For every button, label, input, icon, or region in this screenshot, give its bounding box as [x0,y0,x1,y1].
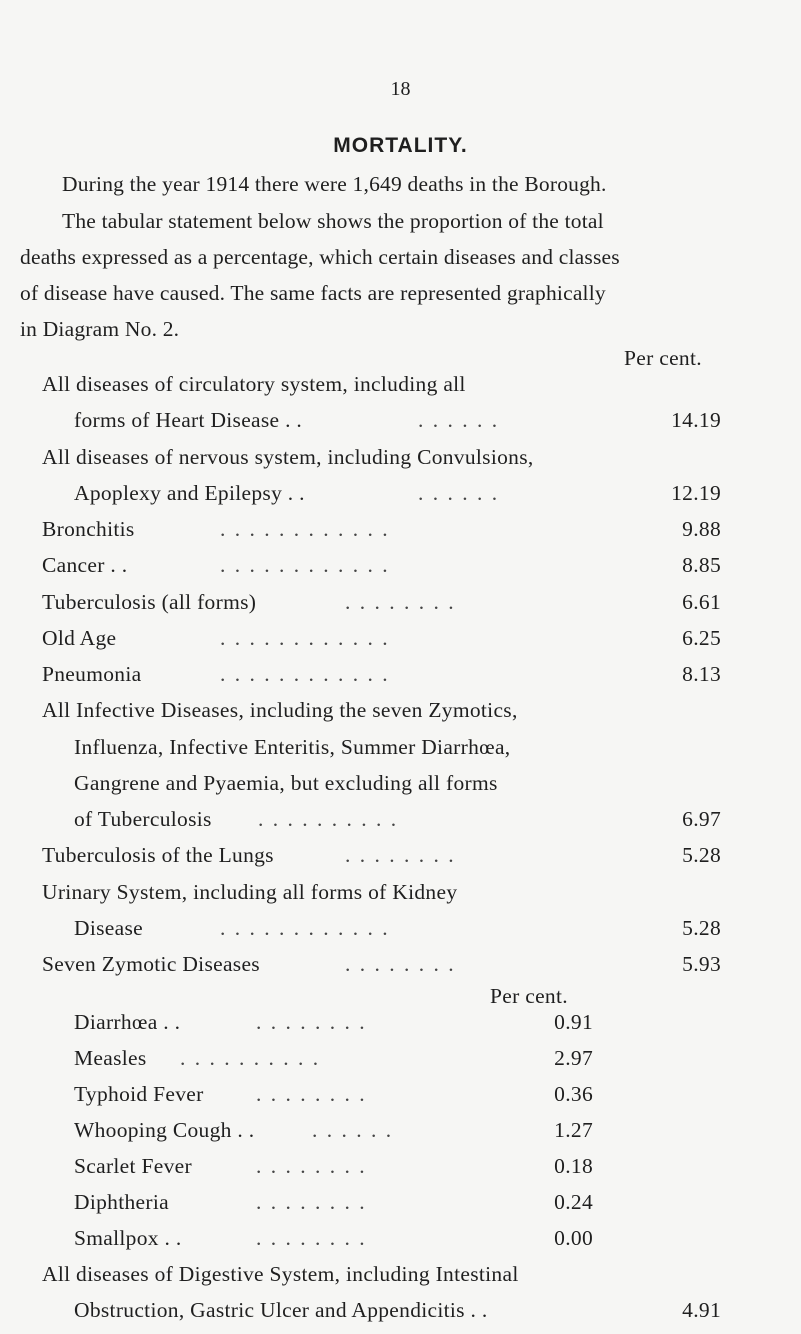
intro-line: deaths expressed as a percentage, which certain diseases and classes [20,245,620,269]
row-value: 14.19 [671,408,721,432]
leader-dots: . . . . . . . . [345,843,456,867]
leader-dots: . . . . . . [418,408,500,432]
row-label: Scarlet Fever [74,1154,192,1178]
row-value: 9.88 [682,517,721,541]
row-label: Cancer . . [42,553,128,577]
leader-dots: . . . . . . . . [256,1082,367,1106]
row-value: 0.24 [554,1190,593,1214]
row-value: 5.93 [682,952,721,976]
row-label: Disease [74,916,143,940]
row-value: 8.85 [682,553,721,577]
leader-dots: . . . . . . . . . . . . [220,553,390,577]
row-label: Typhoid Fever [74,1082,204,1106]
leader-dots: . . . . . . . . [345,590,456,614]
row-label: forms of Heart Disease . . [74,408,303,432]
row-value: 6.25 [682,626,721,650]
row-label: Tuberculosis (all forms) [42,590,257,614]
leader-dots: . . . . . . . . . . . . [220,916,390,940]
row-value: 0.00 [554,1226,593,1250]
row-value: 2.97 [554,1046,593,1070]
row-label: Smallpox . . [74,1226,182,1250]
leader-dots: . . . . . . [418,481,500,505]
row-value: 0.91 [554,1010,593,1034]
row-label: Diphtheria [74,1190,169,1214]
row-value: 12.19 [671,481,721,505]
page-number: 18 [390,78,411,100]
row-label: of Tuberculosis [74,807,212,831]
section-heading: MORTALITY. [333,134,468,157]
row-label: All Infective Diseases, including the seven Zymotics, [42,698,518,722]
row-value: 5.28 [682,916,721,940]
row-label: Influenza, Infective Enteritis, Summer Diarrhœa, [74,735,511,759]
row-label: Tuberculosis of the Lungs [42,843,274,867]
row-value: 6.97 [682,807,721,831]
row-label: Apoplexy and Epilepsy . . [74,481,305,505]
row-value: 0.18 [554,1154,593,1178]
leader-dots: . . . . . . . . . . . . [220,626,390,650]
intro-line: in Diagram No. 2. [20,317,180,341]
leader-dots: . . . . . . . . [256,1190,367,1214]
sub-column-header: Per cent. [490,984,568,1008]
leader-dots: . . . . . . . . [256,1154,367,1178]
row-label: Measles [74,1046,147,1070]
row-label: Whooping Cough . . [74,1118,255,1142]
leader-dots: . . . . . . . . . . [258,807,399,831]
row-label: Gangrene and Pyaemia, but excluding all forms [74,771,498,795]
row-label: Urinary System, including all forms of Kidney [42,880,458,904]
row-label: All diseases of nervous system, including Convulsions, [42,445,534,469]
row-label: Old Age [42,626,117,650]
intro-line: During the year 1914 there were 1,649 deaths in the Borough. [62,172,607,196]
row-label: All diseases of circulatory system, including all [42,372,466,396]
row-value: 6.61 [682,590,721,614]
row-value: 8.13 [682,662,721,686]
intro-line: The tabular statement below shows the proportion of the total [62,209,604,233]
row-value: 0.36 [554,1082,593,1106]
intro-line: of disease have caused. The same facts are represented graphically [20,281,606,305]
leader-dots: . . . . . . . . [256,1010,367,1034]
leader-dots: . . . . . . . . [256,1226,367,1250]
row-value: 5.28 [682,843,721,867]
row-value: 4.91 [682,1298,721,1322]
row-label: Obstruction, Gastric Ulcer and Appendicitis . . [74,1298,488,1322]
leader-dots: . . . . . . [312,1118,394,1142]
row-label: Seven Zymotic Diseases [42,952,260,976]
row-label: Bronchitis [42,517,135,541]
row-label: All diseases of Digestive System, including Intestinal [42,1262,519,1286]
row-label: Pneumonia [42,662,142,686]
leader-dots: . . . . . . . . . . [180,1046,321,1070]
column-header: Per cent. [624,346,702,370]
row-label: Diarrhœa . . [74,1010,181,1034]
row-value: 1.27 [554,1118,593,1142]
leader-dots: . . . . . . . . . . . . [220,662,390,686]
leader-dots: . . . . . . . . . . . . [220,517,390,541]
leader-dots: . . . . . . . . [345,952,456,976]
